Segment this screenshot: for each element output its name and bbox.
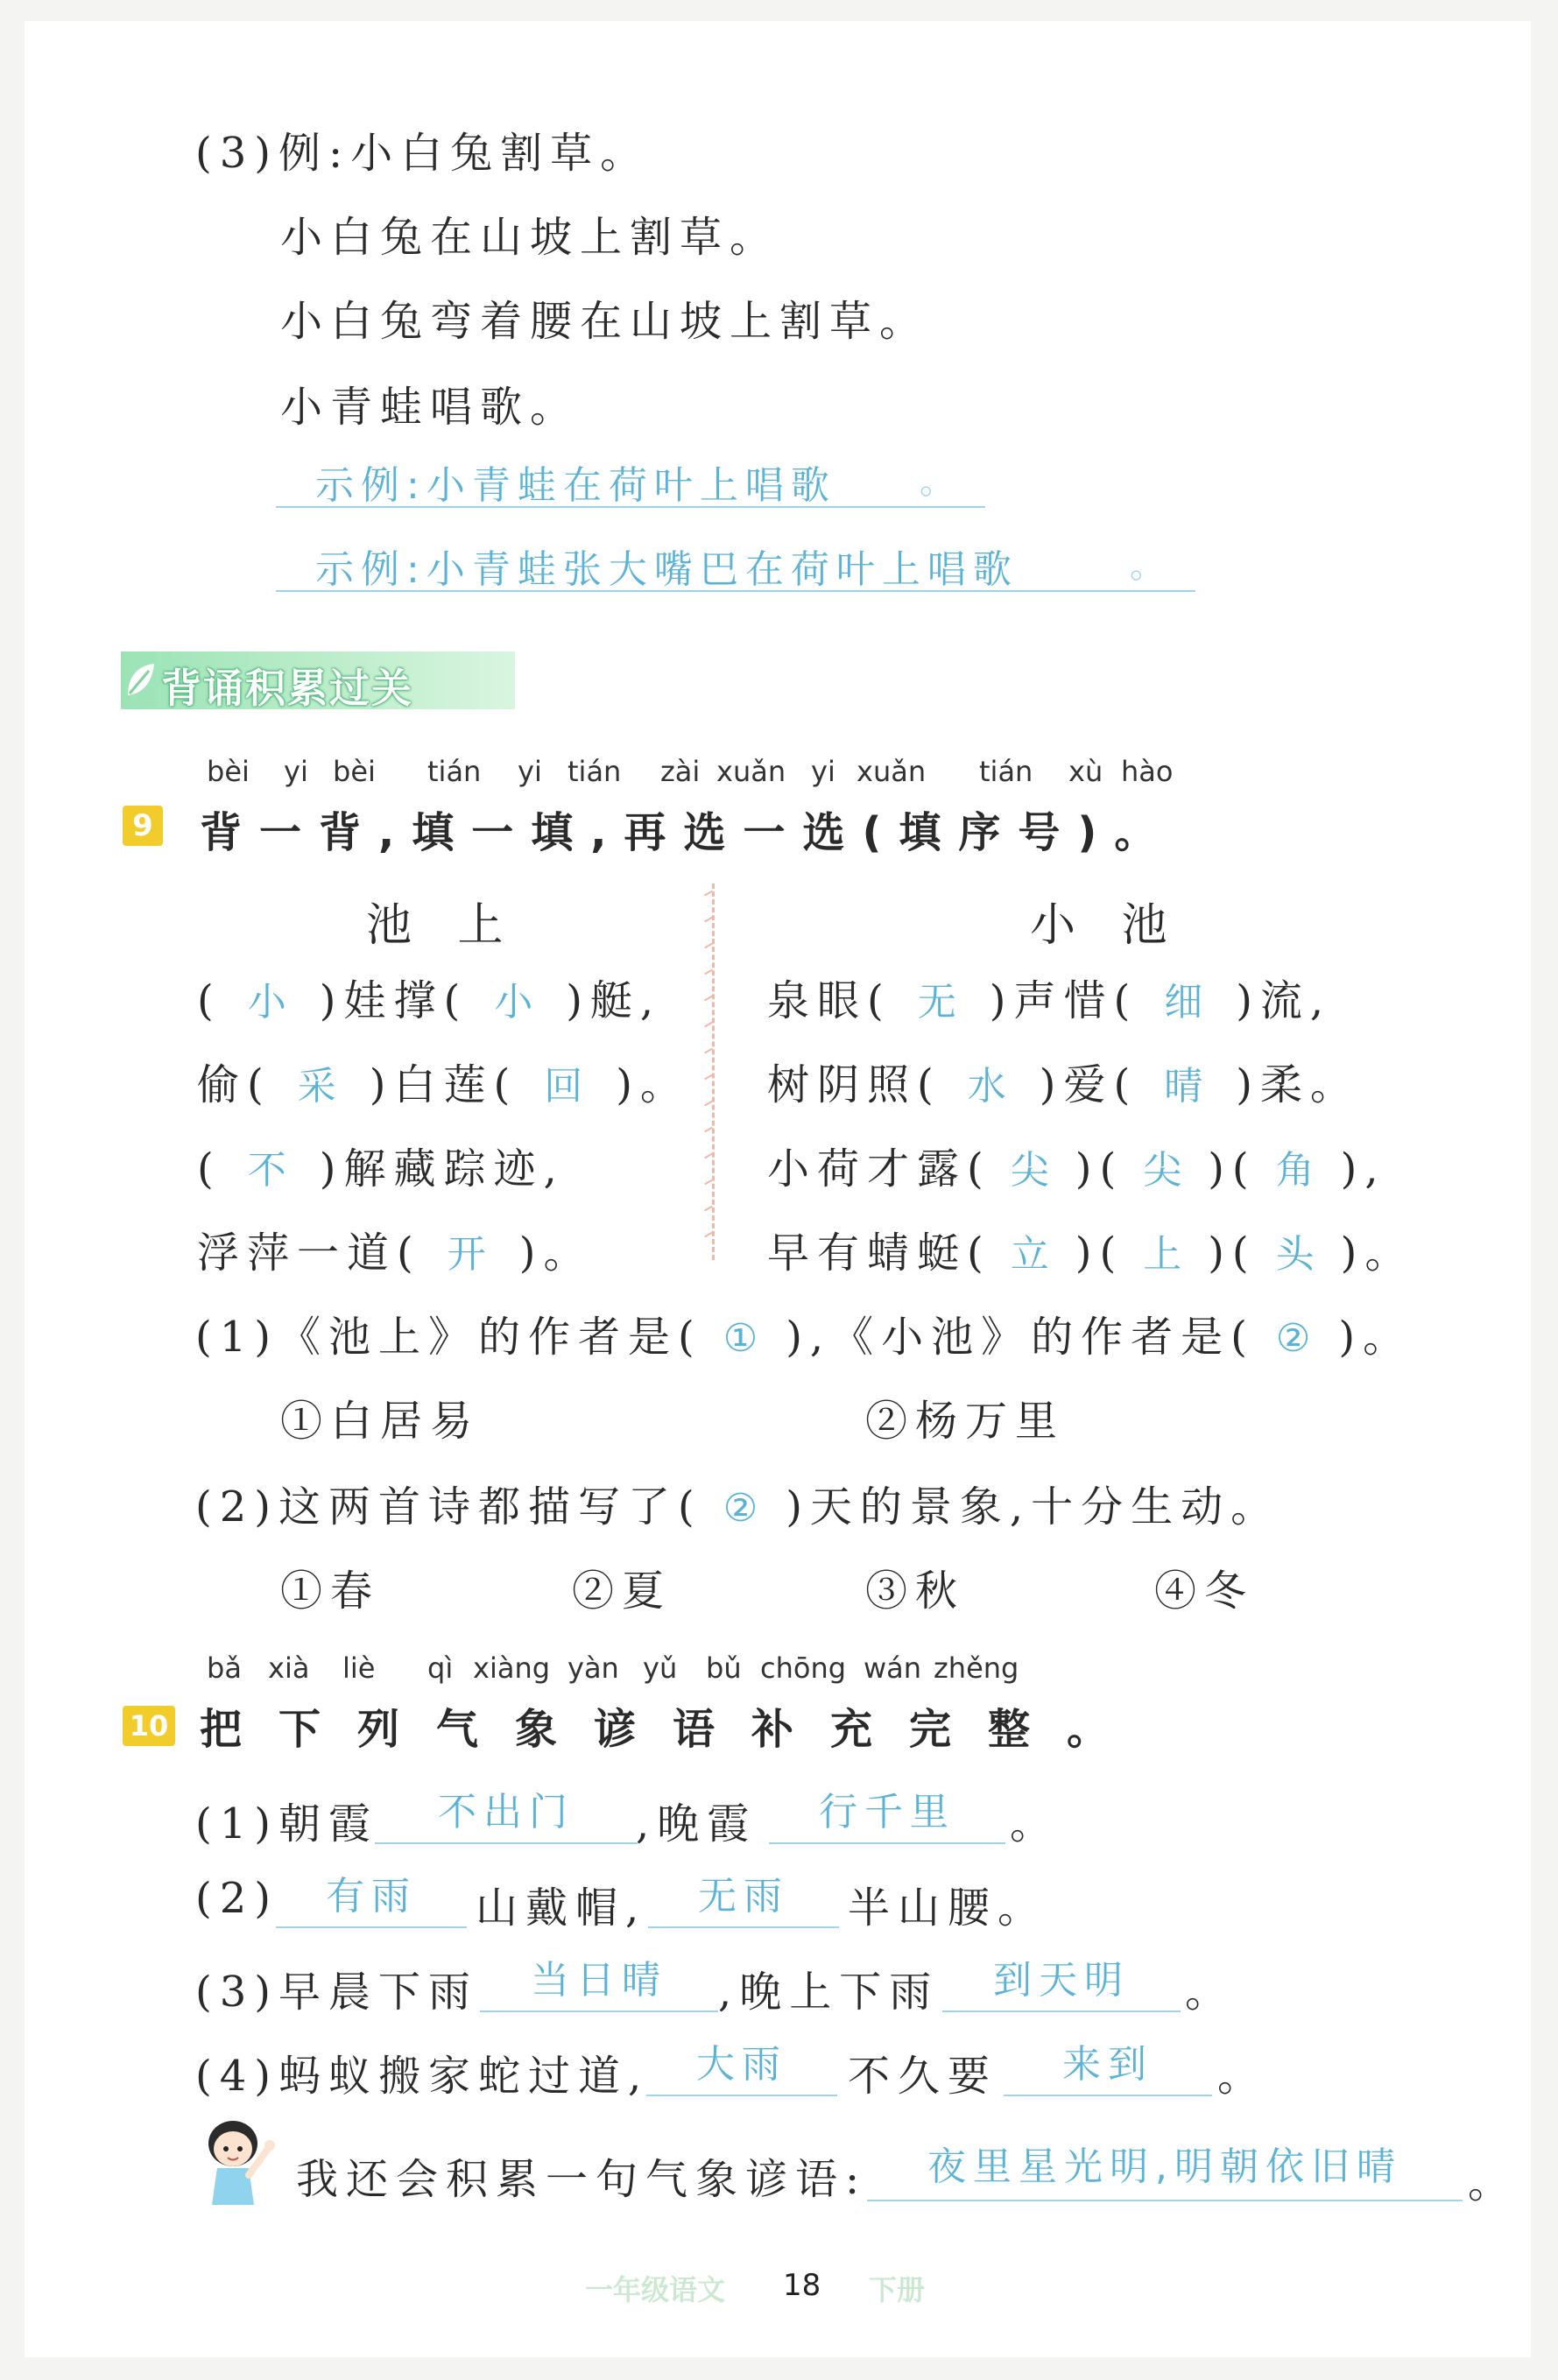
text: )天的景象,十分生动。 xyxy=(786,1482,1281,1532)
q10-item-4-mid: 不久要 xyxy=(848,2052,998,2101)
divider-tick xyxy=(704,1206,713,1212)
section-banner xyxy=(121,651,515,712)
divider-tick xyxy=(704,917,713,923)
pinyin: hào xyxy=(1121,755,1174,788)
text: ),《小池》的作者是( xyxy=(786,1313,1255,1362)
q10-item-1-blank-2[interactable]: 行千里 xyxy=(769,1786,1005,1844)
pinyin: zài xyxy=(660,755,701,788)
blank-answer[interactable]: 立 xyxy=(1010,1232,1056,1277)
q10-item-4-label: (4)蚂蚁搬家蛇过道, xyxy=(195,2052,650,2101)
q10-item-3-end: 。 xyxy=(1185,1968,1236,2017)
text: (1)《池上》的作者是( xyxy=(195,1313,702,1362)
q8-answer-1: 示例:小青蛙在荷叶上唱歌 xyxy=(315,463,836,508)
text: 泉眼( xyxy=(767,976,892,1025)
q10-item-3-blank-2[interactable]: 到天明 xyxy=(942,1954,1181,2012)
q9-sub2-option-4: ④冬 xyxy=(1154,1567,1255,1616)
text: ), xyxy=(1340,1144,1386,1194)
footer-left: 一年级语文 xyxy=(585,2273,726,2306)
blank-answer[interactable]: 水 xyxy=(967,1064,1013,1109)
blank-answer[interactable]: 细 xyxy=(1164,980,1210,1025)
pinyin: bǔ xyxy=(706,1651,742,1685)
pinyin: tián xyxy=(427,755,482,788)
q10-number-badge: 10 xyxy=(123,1706,175,1746)
divider-tick xyxy=(704,1022,713,1028)
blank-answer[interactable]: 上 xyxy=(1143,1232,1189,1277)
pinyin: bèi xyxy=(333,755,376,788)
pinyin: qì xyxy=(427,1651,454,1685)
pinyin: bèi xyxy=(207,755,250,788)
q10-extra-label: 我还会积累一句气象谚语: xyxy=(296,2155,868,2204)
workbook-page xyxy=(25,21,1531,2357)
poem-title-chishang: 池 上 xyxy=(366,899,519,952)
pinyin: liè xyxy=(342,1651,376,1685)
text: )( xyxy=(1075,1144,1124,1194)
text: )声惜( xyxy=(989,976,1139,1025)
text: )解藏踪迹, xyxy=(319,1144,565,1194)
pinyin: xià xyxy=(268,1651,310,1685)
blank-answer[interactable]: 采 xyxy=(297,1064,343,1109)
q8-prompt: 小青蛙唱歌。 xyxy=(280,383,581,432)
q10-item-3-mid: ,晚上下雨 xyxy=(718,1968,940,2017)
q10-item-2-end: 半山腰。 xyxy=(848,1884,1048,1933)
q9-pinyin-row xyxy=(207,755,1179,790)
page-number: 18 xyxy=(783,2268,821,2303)
cartoon-boy-icon xyxy=(196,2114,284,2210)
text: )艇, xyxy=(566,976,662,1025)
divider-tick xyxy=(704,891,713,897)
q10-item-1-label: (1)朝霞 xyxy=(195,1799,378,1848)
q10-item-4-blank-1[interactable]: 大雨 xyxy=(646,2038,837,2096)
blank-answer[interactable]: 不 xyxy=(247,1148,293,1193)
pinyin: bǎ xyxy=(207,1651,242,1685)
right-poem-line-2 xyxy=(767,1051,1360,1111)
q10-item-2-blank-1[interactable]: 有雨 xyxy=(276,1870,467,1928)
q9-sub1-option-1: ①白居易 xyxy=(280,1397,481,1446)
q10-extra-answer[interactable]: 夜里星光明,明朝依旧晴 xyxy=(867,2138,1463,2201)
pinyin: xuǎn xyxy=(716,755,786,788)
divider-tick xyxy=(704,1101,713,1107)
pinyin: xiàng xyxy=(473,1651,551,1685)
text: )( xyxy=(1208,1229,1257,1278)
q10-item-3-label: (3)早晨下雨 xyxy=(195,1968,478,2017)
pinyin: yi xyxy=(811,755,835,788)
text: )( xyxy=(1075,1229,1124,1278)
text: 浮萍一道( xyxy=(197,1229,421,1278)
q8-answer-line-2[interactable] xyxy=(276,532,1195,592)
pinyin: yi xyxy=(284,755,308,788)
blank-answer[interactable]: 无 xyxy=(917,980,963,1025)
pinyin: chōng xyxy=(760,1651,847,1685)
pinyin: tián xyxy=(979,755,1033,788)
left-poem-line-4 xyxy=(197,1219,593,1279)
blank-answer[interactable]: 回 xyxy=(544,1064,590,1109)
pinyin: yǔ xyxy=(643,1651,678,1685)
q10-item-2-blank-2[interactable]: 无雨 xyxy=(648,1870,839,1928)
blank-answer[interactable]: ② xyxy=(1275,1316,1318,1361)
blank-answer[interactable]: 开 xyxy=(447,1232,493,1277)
right-poem-line-4 xyxy=(767,1219,1414,1279)
text: )。 xyxy=(1338,1313,1413,1362)
q10-item-2-label: (2) xyxy=(195,1874,278,1923)
text: )柔。 xyxy=(1236,1060,1360,1109)
q9-title: 背一背,填一填,再选一选(填序号)。 xyxy=(200,808,1174,857)
q10-title: 把下列气象谚语补充完整。 xyxy=(200,1705,1146,1754)
text: )爱( xyxy=(1039,1060,1139,1109)
text: )娃撑( xyxy=(319,976,469,1025)
text: (2)这两首诗都描写了( xyxy=(195,1482,702,1532)
q9-sub2 xyxy=(195,1473,1280,1533)
pinyin: xuǎn xyxy=(857,755,927,788)
left-poem-line-1 xyxy=(197,967,661,1027)
q8-answer-1-period: 。 xyxy=(920,461,962,502)
pinyin: zhěng xyxy=(934,1651,1019,1685)
q8-example-line-2: 小白兔弯着腰在山坡上割草。 xyxy=(280,297,930,346)
footer-right: 下册 xyxy=(869,2273,926,2306)
pinyin: tián xyxy=(568,755,622,788)
left-poem-line-2 xyxy=(197,1051,690,1111)
section-title: 背诵积累过关 xyxy=(161,665,413,712)
right-poem-line-3 xyxy=(767,1135,1386,1195)
divider-tick xyxy=(704,1127,713,1133)
pinyin: wán xyxy=(864,1651,922,1685)
text: )流, xyxy=(1236,976,1332,1025)
q9-sub2-option-3: ③秋 xyxy=(865,1567,966,1616)
leaf-icon xyxy=(124,660,158,701)
divider-tick xyxy=(704,1232,713,1238)
poem-divider xyxy=(712,884,715,1260)
text: ( xyxy=(197,1144,222,1194)
blank-answer[interactable]: 小 xyxy=(247,980,293,1025)
divider-tick xyxy=(704,1153,713,1159)
q10-item-3-blank-1[interactable]: 当日晴 xyxy=(480,1954,718,2012)
text: )。 xyxy=(616,1060,690,1109)
blank-answer[interactable]: 尖 xyxy=(1010,1148,1056,1193)
q9-sub1 xyxy=(195,1303,1413,1363)
q9-sub2-option-1: ①春 xyxy=(280,1567,381,1616)
text: 小荷才露( xyxy=(767,1144,991,1194)
q10-item-4-end: 。 xyxy=(1217,2052,1268,2101)
blank-answer[interactable]: 晴 xyxy=(1164,1064,1210,1109)
blank-answer[interactable]: 头 xyxy=(1275,1232,1322,1277)
pinyin: xù xyxy=(1068,755,1103,788)
q10-item-1-blank-1[interactable]: 不出门 xyxy=(375,1786,638,1844)
text: )白莲( xyxy=(369,1060,518,1109)
blank-answer[interactable]: ② xyxy=(723,1486,765,1531)
text: )。 xyxy=(518,1229,594,1278)
blank-answer[interactable]: 角 xyxy=(1275,1148,1322,1193)
text: )( xyxy=(1208,1144,1257,1194)
text: ( xyxy=(197,976,222,1025)
q8-answer-2: 示例:小青蛙张大嘴巴在荷叶上唱歌 xyxy=(315,547,1019,592)
q9-sub1-option-2: ②杨万里 xyxy=(865,1397,1066,1446)
q10-item-4-blank-2[interactable]: 来到 xyxy=(1004,2038,1212,2096)
divider-tick xyxy=(704,943,713,949)
q9-sub2-option-2: ②夏 xyxy=(572,1567,673,1616)
q8-item3-label: (3)例:小白兔割草。 xyxy=(195,129,651,178)
blank-answer[interactable]: 小 xyxy=(494,980,540,1025)
q10-pinyin-row xyxy=(207,1651,1082,1686)
q10-item-1-mid: ,晚霞 xyxy=(636,1799,758,1848)
right-poem-line-1 xyxy=(767,967,1331,1027)
blank-answer[interactable]: 尖 xyxy=(1143,1148,1189,1193)
pinyin: yi xyxy=(518,755,542,788)
q10-item-2-mid: 山戴帽, xyxy=(476,1884,647,1933)
divider-tick xyxy=(704,1179,713,1186)
q8-example-line-1: 小白兔在山坡上割草。 xyxy=(280,213,780,262)
blank-answer[interactable]: ① xyxy=(723,1316,765,1361)
divider-tick xyxy=(704,996,713,1002)
q9-number-badge: 9 xyxy=(123,806,163,846)
q10-item-1-end: 。 xyxy=(1010,1799,1061,1848)
left-poem-line-3 xyxy=(197,1135,565,1195)
divider-tick xyxy=(704,1074,713,1081)
poem-title-xiaochi: 小 池 xyxy=(1030,899,1183,952)
divider-tick xyxy=(704,1048,713,1054)
pinyin: yàn xyxy=(568,1651,619,1685)
q8-answer-line-1[interactable] xyxy=(276,448,985,508)
divider-tick xyxy=(704,969,713,975)
q8-answer-2-period: 。 xyxy=(1130,546,1172,586)
text: )。 xyxy=(1340,1229,1415,1278)
text: 早有蜻蜓( xyxy=(767,1229,991,1278)
q10-extra-end: 。 xyxy=(1468,2158,1519,2207)
text: 树阴照( xyxy=(767,1060,941,1109)
text: 偷( xyxy=(197,1060,271,1109)
